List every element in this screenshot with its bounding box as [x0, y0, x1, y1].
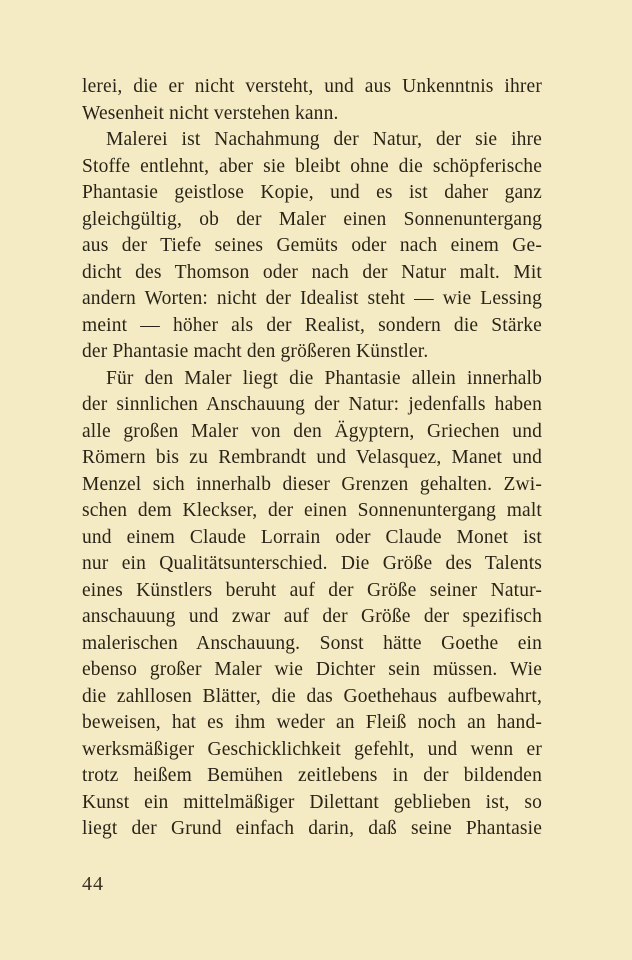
text-line-20: eines Künstlers beruht auf der Größe seiner Natur- — [82, 579, 542, 601]
text-line-22: malerischen Anschauung. Sonst hätte Goethe ein — [82, 632, 542, 654]
text-line-24: die zahllosen Blätter, die das Goethehaus aufbewahrt, — [82, 685, 542, 707]
text-line-11: der Phantasie macht den größeren Künstler. — [82, 341, 429, 362]
text-line-9: andern Worten: nicht der Idealist steht — wie Lessing — [82, 288, 542, 309]
text-line-13: der sinnlichen Anschauung der Natur: jedenfalls haben — [82, 394, 542, 415]
text-line-21: anschauung und zwar auf der Größe der spezifisch — [82, 606, 542, 627]
text-line-5: Phantasie geistlose Kopie, und es ist daher ganz — [82, 182, 542, 203]
text-line-18: und einem Claude Lorrain oder Claude Monet ist — [82, 526, 542, 548]
text-line-29: liegt der Grund einfach darin, daß seine Phantasie — [82, 818, 542, 839]
text-line-25: beweisen, hat es ihm weder an Fleiß noch an hand- — [82, 712, 542, 733]
text-line-10: meint — höher als der Realist, sondern die Stärke — [82, 314, 542, 336]
text-line-2: Wesenheit nicht verstehen kann. — [82, 102, 339, 124]
body-text — [82, 74, 542, 843]
text-line-4: Stoffe entlehnt, aber sie bleibt ohne die schöpferische — [82, 155, 542, 177]
text-line-3: Malerei ist Nachahmung der Natur, der sie ihre — [106, 129, 542, 150]
text-line-26: werksmäßiger Geschicklichkeit gefehlt, und wenn er — [82, 738, 542, 760]
text-line-1: lerei, die er nicht versteht, und aus Unkenntnis ihrer — [82, 76, 542, 97]
text-line-19: nur ein Qualitätsunterschied. Die Größe des Talents — [82, 553, 542, 574]
page-number: 44 — [82, 873, 104, 895]
text-line-23: ebenso großer Maler wie Dichter sein müssen. Wie — [82, 659, 542, 680]
text-line-17: schen dem Kleckser, der einen Sonnenuntergang malt — [82, 500, 542, 521]
text-line-27: trotz heißem Bemühen zeitlebens in der bildenden — [82, 765, 542, 786]
text-line-12: Für den Maler liegt die Phantasie allein innerhalb — [106, 367, 542, 389]
text-line-28: Kunst ein mittelmäßiger Dilettant geblieben ist, so — [82, 791, 542, 813]
text-line-14: alle großen Maler von den Ägyptern, Griechen und — [82, 420, 542, 442]
text-line-6: gleichgültig, ob der Maler einen Sonnenuntergang — [82, 208, 542, 230]
text-line-15: Römern bis zu Rembrandt und Velasquez, Manet und — [82, 447, 542, 468]
text-line-8: dicht des Thomson oder nach der Natur malt. Mit — [82, 261, 542, 283]
text-line-7: aus der Tiefe seines Gemüts oder nach einem Ge- — [82, 235, 542, 256]
text-line-16: Menzel sich innerhalb dieser Grenzen gehalten. Zwi- — [82, 473, 542, 495]
